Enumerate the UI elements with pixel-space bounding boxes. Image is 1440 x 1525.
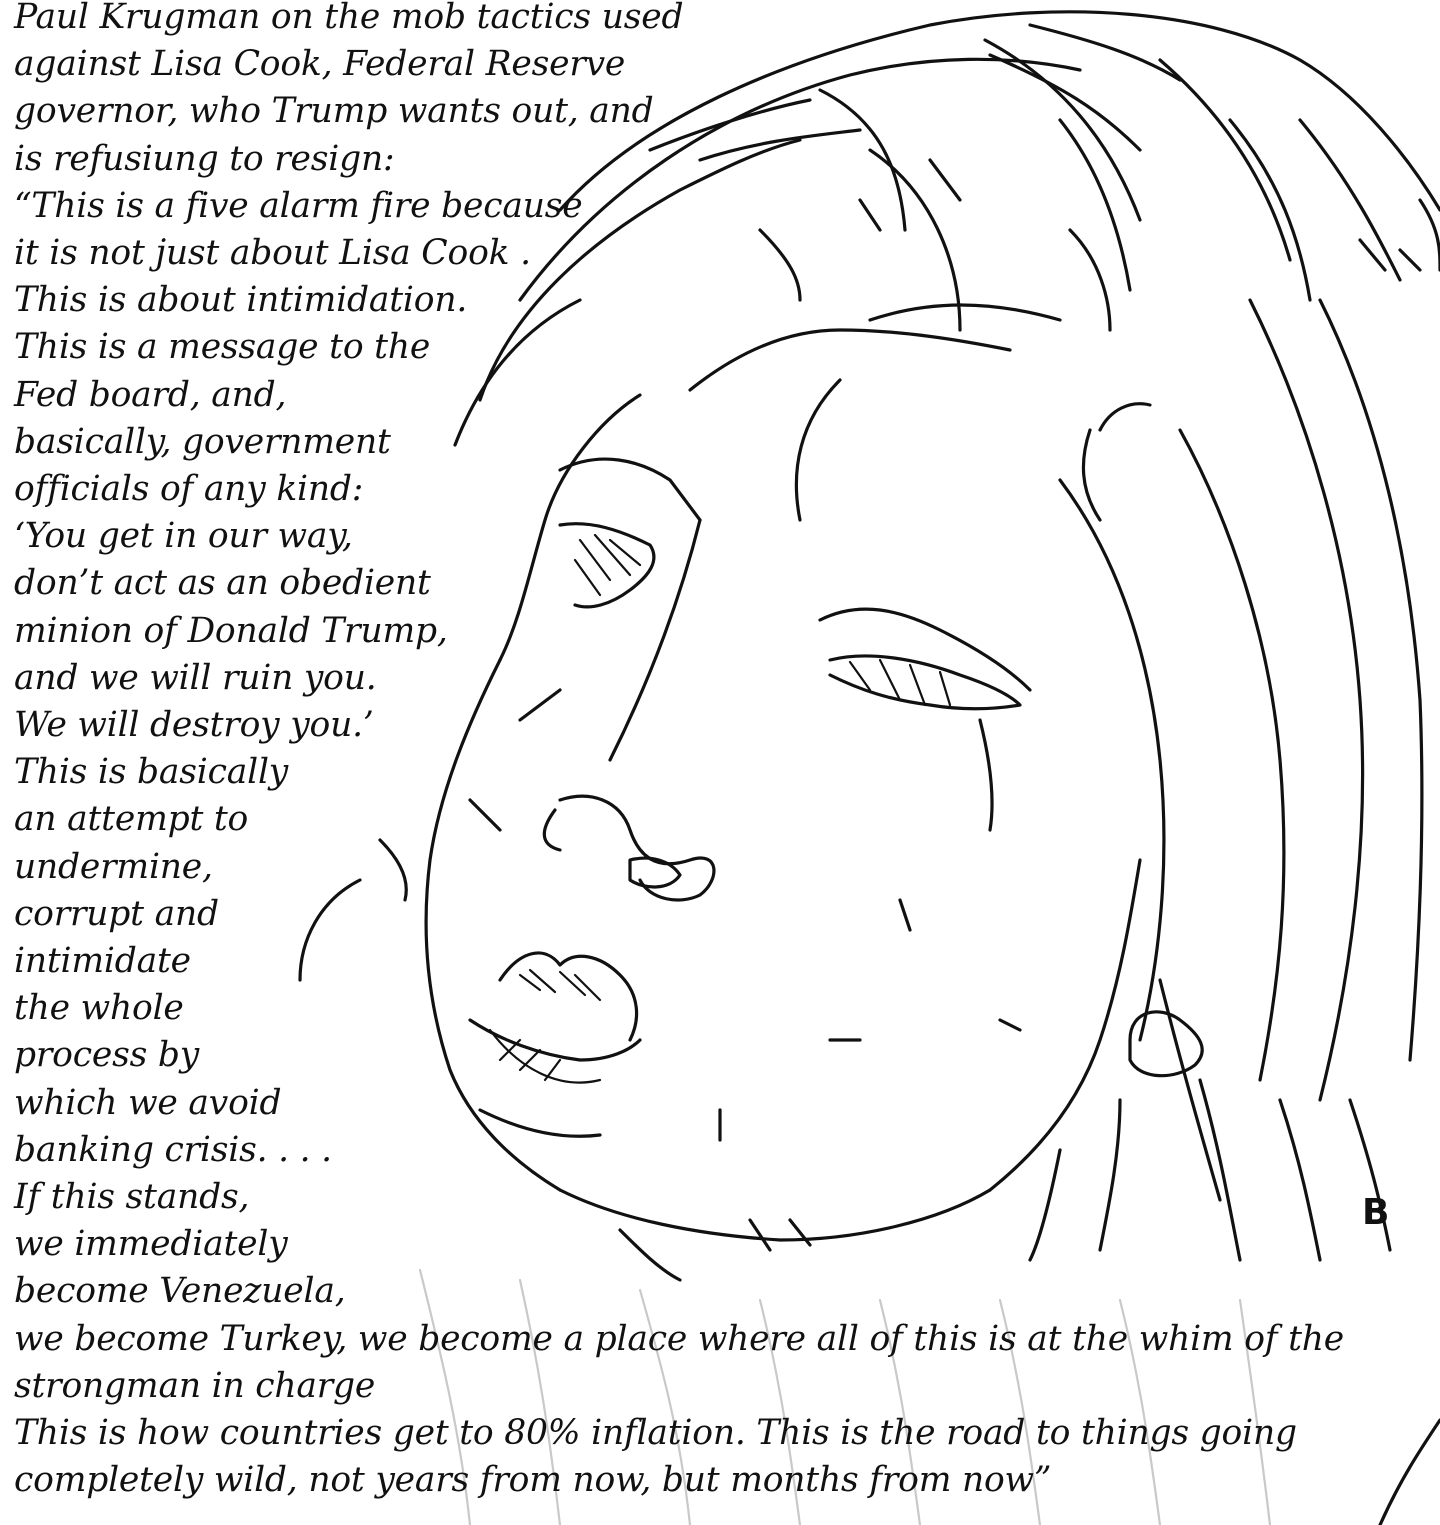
quote-line: basically, government [14,421,391,462]
quote-line: governor, who Trump wants out, and [14,91,654,132]
quote-line: completely wild, not years from now, but months from now” [14,1460,1052,1501]
quote-line: This is about intimidation. [14,280,468,321]
hair-strand [1420,200,1440,270]
quote-line: we immediately [14,1224,288,1265]
quote-line: ‘You get in our way, [14,516,353,557]
quote-line: an attempt to [14,799,249,840]
quote-line: don’t act as an obedient [14,563,431,604]
quote-line: This is how countries get to 80% inflation. This is the road to things going [14,1413,1297,1454]
artist-mark: B [1362,1192,1390,1233]
quote-line: against Lisa Cook, Federal Reserve [14,44,626,85]
quote-line: banking crisis. . . . [14,1129,332,1170]
quote-line: become Venezuela, [14,1271,346,1312]
quote-line: which we avoid [14,1082,282,1123]
quote-line: we become Turkey, we become a place where all of this is at the whim of the [14,1318,1345,1359]
quote-line: “This is a five alarm fire because [14,185,583,226]
quote-line: process by [14,1035,200,1076]
quote-line: undermine, [14,846,213,887]
quote-line: If this stands, [14,1177,250,1218]
quote-line: it is not just about Lisa Cook . [14,233,531,274]
quote-line: the whole [14,988,184,1029]
quote-text [14,0,1414,1505]
quote-line: This is a message to the [14,327,431,368]
quote-line: intimidate [14,941,191,982]
quote-line: We will destroy you.’ [14,705,374,746]
quote-line: and we will ruin you. [14,657,377,698]
quote-line: strongman in charge [14,1365,376,1406]
quote-line: minion of Donald Trump, [14,610,448,651]
quote-line: Fed board, and, [14,374,287,415]
quote-line: This is basically [14,752,289,793]
quote-line: Paul Krugman on the mob tactics used [14,0,684,37]
quote-line: is refusiung to resign: [14,138,395,179]
quote-line: corrupt and [14,893,219,934]
quote-line: officials of any kind: [14,469,364,510]
